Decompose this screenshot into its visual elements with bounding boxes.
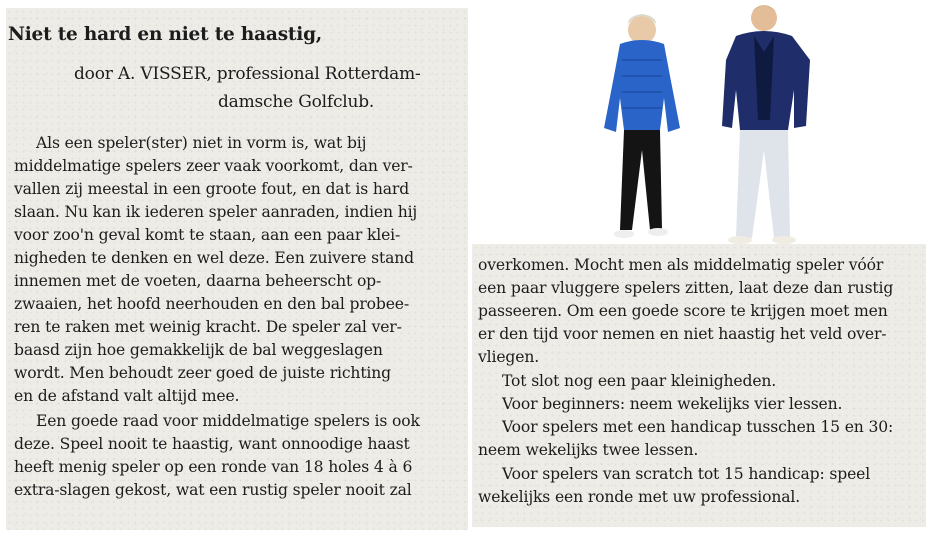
right-column-line: Voor spelers met een handicap tusschen 15 en 30: bbox=[502, 418, 894, 436]
left-column-line: wordt. Men behoudt zeer goed de juiste richting bbox=[14, 364, 391, 382]
left-column-line: extra-slagen gekost, wat een rustig speler nooit zal bbox=[14, 481, 412, 499]
right-column-line: Voor spelers van scratch tot 15 handicap: speel bbox=[502, 465, 871, 483]
right-column-line: neem wekelijks twee lessen. bbox=[478, 441, 699, 459]
byline-line-2: damsche Golfclub. bbox=[218, 92, 375, 112]
byline-line-1: door A. VISSER, professional Rotterdam- bbox=[74, 64, 421, 84]
left-column-line: nigheden te denken en wel deze. Een zuivere stand bbox=[14, 249, 414, 267]
right-column-line: vliegen. bbox=[478, 348, 540, 366]
left-column-line: ren te raken met weinig kracht. De speler zal ver- bbox=[14, 318, 402, 336]
left-column-line: Een goede raad voor middelmatige spelers is ook bbox=[36, 412, 420, 430]
right-column-line: een paar vluggere spelers zitten, laat deze dan rustig bbox=[478, 279, 894, 297]
left-column-line: innemen met de voeten, daarna beheerscht op- bbox=[14, 272, 382, 290]
left-column-line: en de afstand valt altijd mee. bbox=[14, 387, 240, 405]
right-column-line: Tot slot nog een paar kleinigheden. bbox=[502, 372, 777, 390]
left-column-line: heeft menig speler op een ronde van 18 holes 4 à 6 bbox=[14, 458, 413, 476]
person-woman bbox=[604, 14, 680, 238]
left-column-line: voor zoo'n geval komt te staan, aan een paar klei- bbox=[14, 226, 401, 244]
left-column-line: baasd zijn hoe gemakkelijk de bal weggeslagen bbox=[14, 341, 383, 359]
right-column-line: overkomen. Mocht men als middelmatig speler vóór bbox=[478, 256, 884, 274]
left-column-line: Als een speler(ster) niet in vorm is, wat bij bbox=[36, 134, 367, 152]
left-column-line: vallen zij meestal in een groote fout, en dat is hard bbox=[14, 180, 410, 198]
right-column-line: wekelijks een ronde met uw professional. bbox=[478, 488, 801, 506]
right-column-line: passeeren. Om een goede score te krijgen moet men bbox=[478, 302, 888, 320]
left-column-line: middelmatige spelers zeer vaak voorkomt, dan ver- bbox=[14, 157, 413, 175]
left-column-line: zwaaien, het hoofd neerhouden en den bal probee- bbox=[14, 295, 409, 313]
left-column-line: slaan. Nu kan ik iederen speler aanraden, indien hij bbox=[14, 203, 418, 221]
golfers-illustration bbox=[470, 0, 926, 244]
left-column-line: deze. Speel nooit te haastig, want onnoodige haast bbox=[14, 435, 410, 453]
person-man bbox=[722, 5, 810, 244]
article-title: Niet te hard en niet te haastig, bbox=[8, 24, 323, 45]
right-column-line: Voor beginners: neem wekelijks vier lessen. bbox=[502, 395, 843, 413]
right-column-line: er den tijd voor nemen en niet haastig het veld over- bbox=[478, 325, 887, 343]
photo-two-golfers bbox=[470, 0, 926, 244]
